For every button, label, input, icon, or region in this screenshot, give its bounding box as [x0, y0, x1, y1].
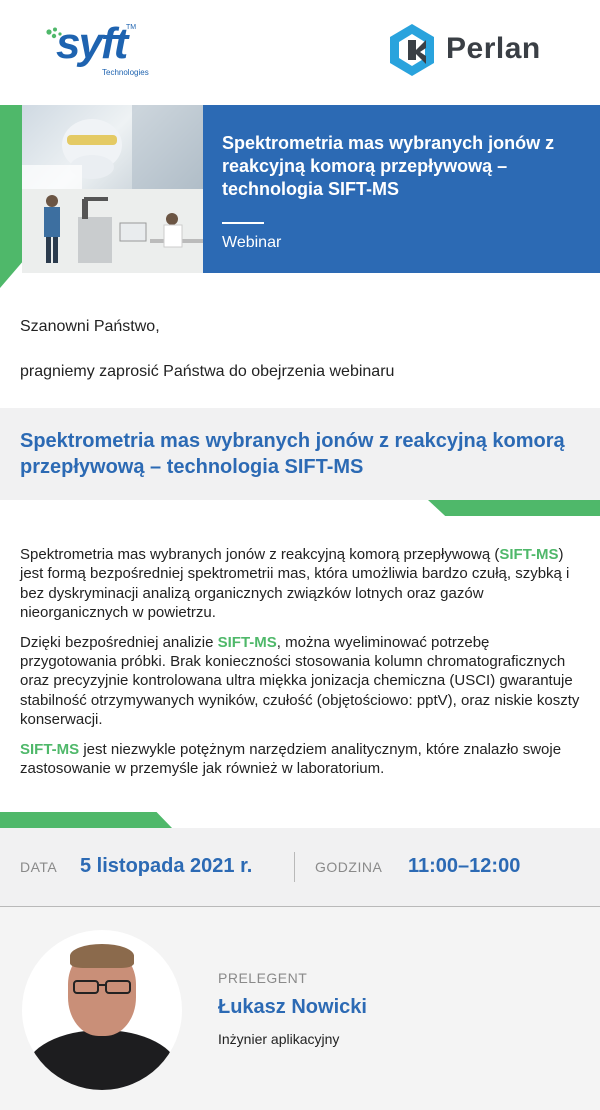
hero-green-accent: [0, 105, 22, 288]
hero-title: Spektrometria mas wybranych jonów z reakcyjną komorą przepływową – technologia SIFT-MS: [222, 133, 555, 199]
paragraph-text: jest niezwykle potężnym narzędziem analitycznym, które znalazło swoje zastosowanie w przemyśle jak również w laboratorium.: [20, 740, 562, 778]
syft-subtitle: Technologies: [102, 68, 149, 77]
paragraph-text: Dzięki bezpośredniej analizie: [20, 633, 218, 651]
invitation-text: pragniemy zaprosić Państwa do obejrzenia webinaru: [20, 363, 395, 380]
paragraph-text: Spektrometria mas wybranych jonów z reakcyjną komorą przepływową (: [20, 546, 500, 563]
green-accent-right: [428, 500, 600, 516]
paragraph-text: , można wyeliminować potrzebę przygotowania próbki. Brak konieczności stosowania kolumn chromatograficznych oraz precyzyjnie kontrolowana ultra miękka jonizacja chemiczna (USCI) gwarantuje stabilność otrzymywanych wyników, czułość (objętościowo: pptV), oraz niskie koszty konserwacji.: [20, 633, 580, 729]
perlan-wordmark: Perlan: [446, 32, 541, 65]
hero-subtitle: Webinar: [222, 234, 282, 251]
speaker-avatar: [22, 930, 182, 1090]
speaker-name: Łukasz Nowicki: [218, 996, 367, 1018]
green-accent-left: [0, 812, 172, 828]
greeting: Szanowni Państwo,: [20, 318, 160, 335]
header-logos: [0, 0, 600, 105]
perlan-hexagon-icon: [386, 22, 438, 78]
speaker-label: PRELEGENT: [218, 970, 308, 986]
date-value: 5 listopada 2021 r.: [80, 855, 253, 877]
hero-photo-lab-instrument: [22, 189, 203, 273]
highlight-sift-ms: SIFT-MS: [217, 633, 277, 651]
speaker-role: Inżynier aplikacyjny: [218, 1031, 340, 1047]
highlight-sift-ms: SIFT-MS: [499, 546, 559, 563]
syft-trademark: TM: [126, 24, 137, 31]
date-label: DATA: [20, 859, 58, 875]
hero-photo-lab-scientist: [22, 105, 203, 189]
avatar-shirt: [26, 1030, 178, 1090]
description-paragraph-1: [20, 545, 580, 623]
paragraph-text: ) jest formą bezpośredniej spektrometrii mas, która umożliwia bardzo czułą, szybką i bez dyskryminacji analizą organicznych związków lotnych oraz gazów nieorganicznych w powietrzu.: [20, 546, 570, 622]
time-label: GODZINA: [315, 859, 383, 875]
description: [20, 545, 580, 788]
glasses-icon: [72, 980, 132, 994]
highlight-sift-ms: SIFT-MS: [20, 740, 80, 758]
description-paragraph-3: [20, 740, 580, 779]
perlan-logo[interactable]: [386, 22, 566, 78]
section-title: Spektrometria mas wybranych jonów z reakcyjną komorą przepływową – technologia SIFT-MS: [20, 430, 565, 478]
hero-photo: [22, 105, 203, 273]
hero-divider: [222, 222, 264, 224]
syft-wordmark: syft: [56, 19, 127, 68]
event-divider: [294, 852, 295, 882]
time-value: 11:00–12:00: [408, 855, 521, 877]
syft-logo[interactable]: [44, 20, 174, 80]
avatar-hair: [70, 944, 134, 968]
description-paragraph-2: [20, 633, 580, 730]
